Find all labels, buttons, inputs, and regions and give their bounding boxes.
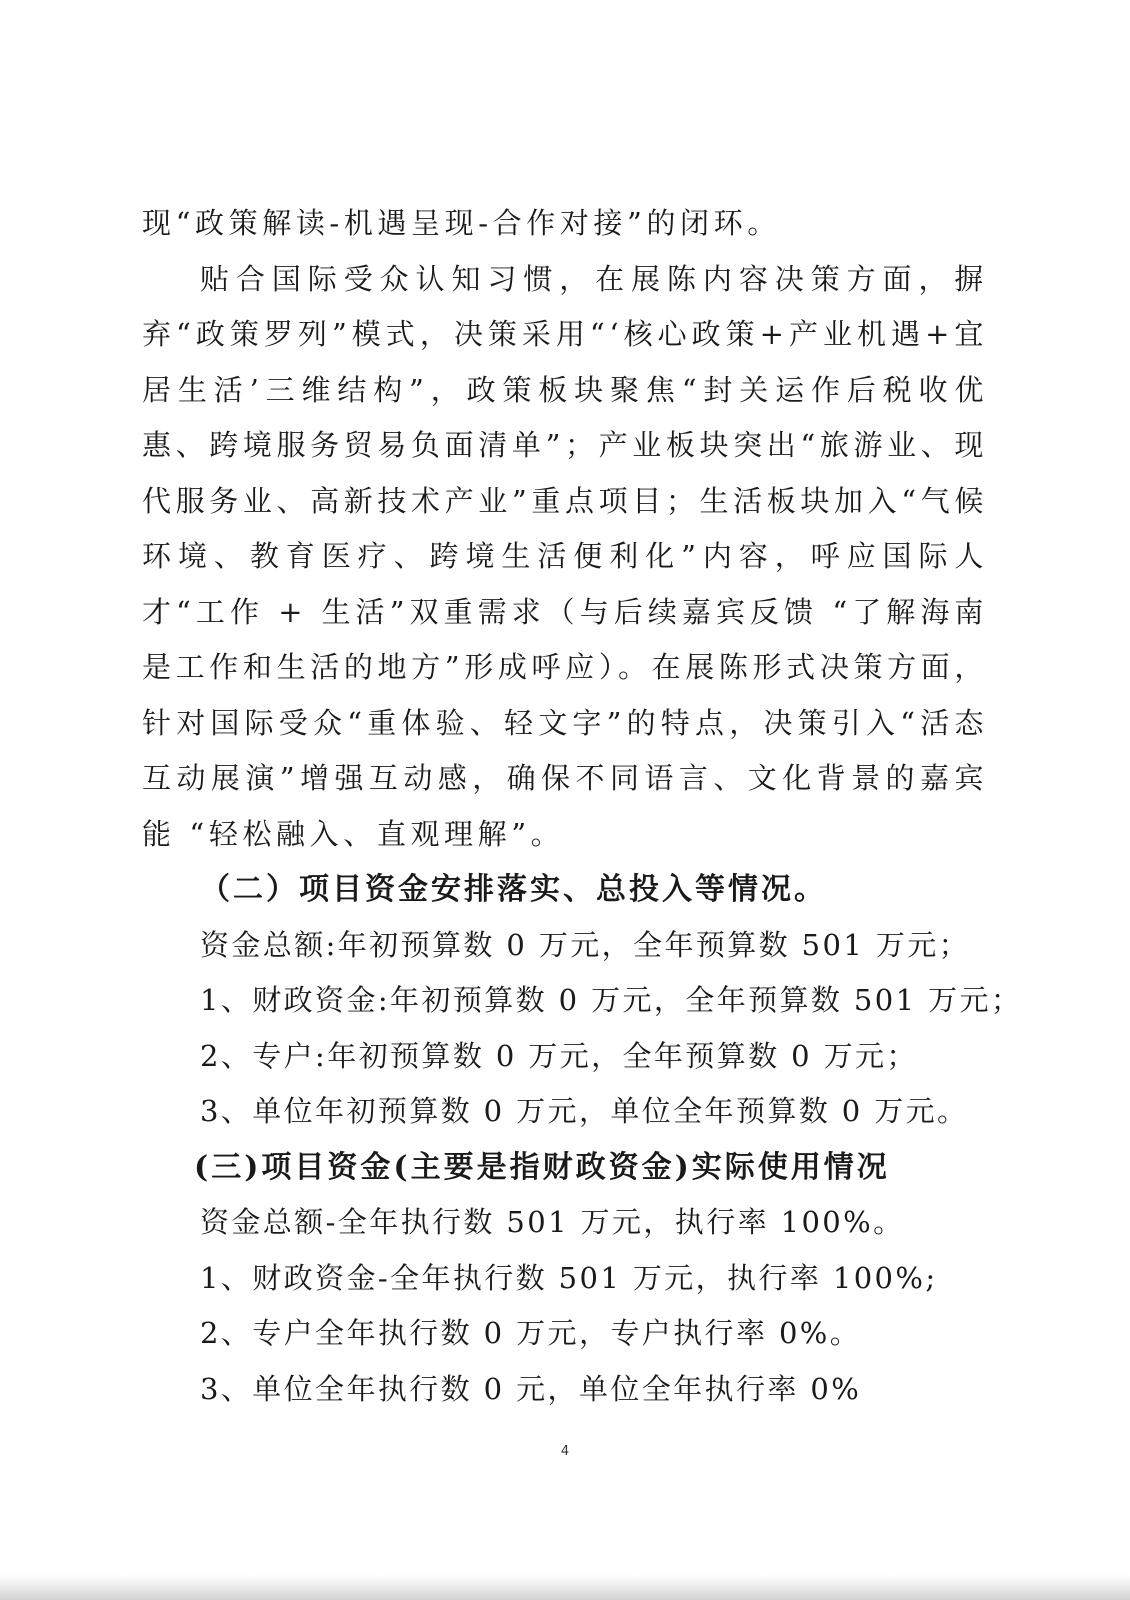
funding-line: 3、单位年初预算数 0 万元，单位全年预算数 0 万元。 bbox=[200, 1094, 969, 1128]
page-number: 4 bbox=[560, 1444, 570, 1459]
funding-line: 1、财政资金:年初预算数 0 万元，全年预算数 501 万元； bbox=[200, 983, 1023, 1017]
usage-line: 2、专户全年执行数 0 万元，专户执行率 0%。 bbox=[200, 1316, 862, 1350]
paragraph-exhibition-decision: 贴合国际受众认知习惯，在展陈内容决策方面，摒弃“政策罗列”模式，决策采用“‘核心政策+产业机遇+宜居生活’三维结构”，政策板块聚焦“封关运作后税收优惠、跨境服务贸易负面清单”；产业板块突出“旅游业、现代服务业、高新技术产业”重点项目；生活板块加入“气候环境、教育医疗、跨境生活便利化”内容，呼应国际人才“工作 + 生活”双重需求（与后续嘉宾反馈 “了解海南是工作和生活的地方”形成呼应）。在展陈形式决策方面，针对国际受众“重体验、轻文字”的特点，决策引入“活态互动展演”增强互动感，确保不同语言、文化背景的嘉宾能 “轻松融入、直观理解”。 bbox=[142, 261, 988, 851]
usage-line: 3、单位全年执行数 0 元，单位全年执行率 0% bbox=[200, 1371, 862, 1406]
paragraph-continued: 现“政策解读-机遇呈现-合作对接”的闭环。 bbox=[142, 206, 781, 240]
scan-bottom-edge bbox=[0, 1574, 1130, 1600]
body-text bbox=[142, 196, 1023, 1417]
section-heading-usage: (三)项目资金(主要是指财政资金)实际使用情况 bbox=[194, 1149, 890, 1185]
usage-line: 1、财政资金-全年执行数 501 万元，执行率 100%; bbox=[200, 1260, 938, 1295]
usage-line: 资金总额-全年执行数 501 万元，执行率 100%。 bbox=[200, 1205, 905, 1239]
funding-line: 资金总额:年初预算数 0 万元，全年预算数 501 万元； bbox=[200, 927, 971, 962]
section-heading-funding: （二）项目资金安排落实、总投入等情况。 bbox=[200, 872, 827, 907]
funding-line: 2、专户:年初预算数 0 万元，全年预算数 0 万元； bbox=[200, 1038, 918, 1073]
